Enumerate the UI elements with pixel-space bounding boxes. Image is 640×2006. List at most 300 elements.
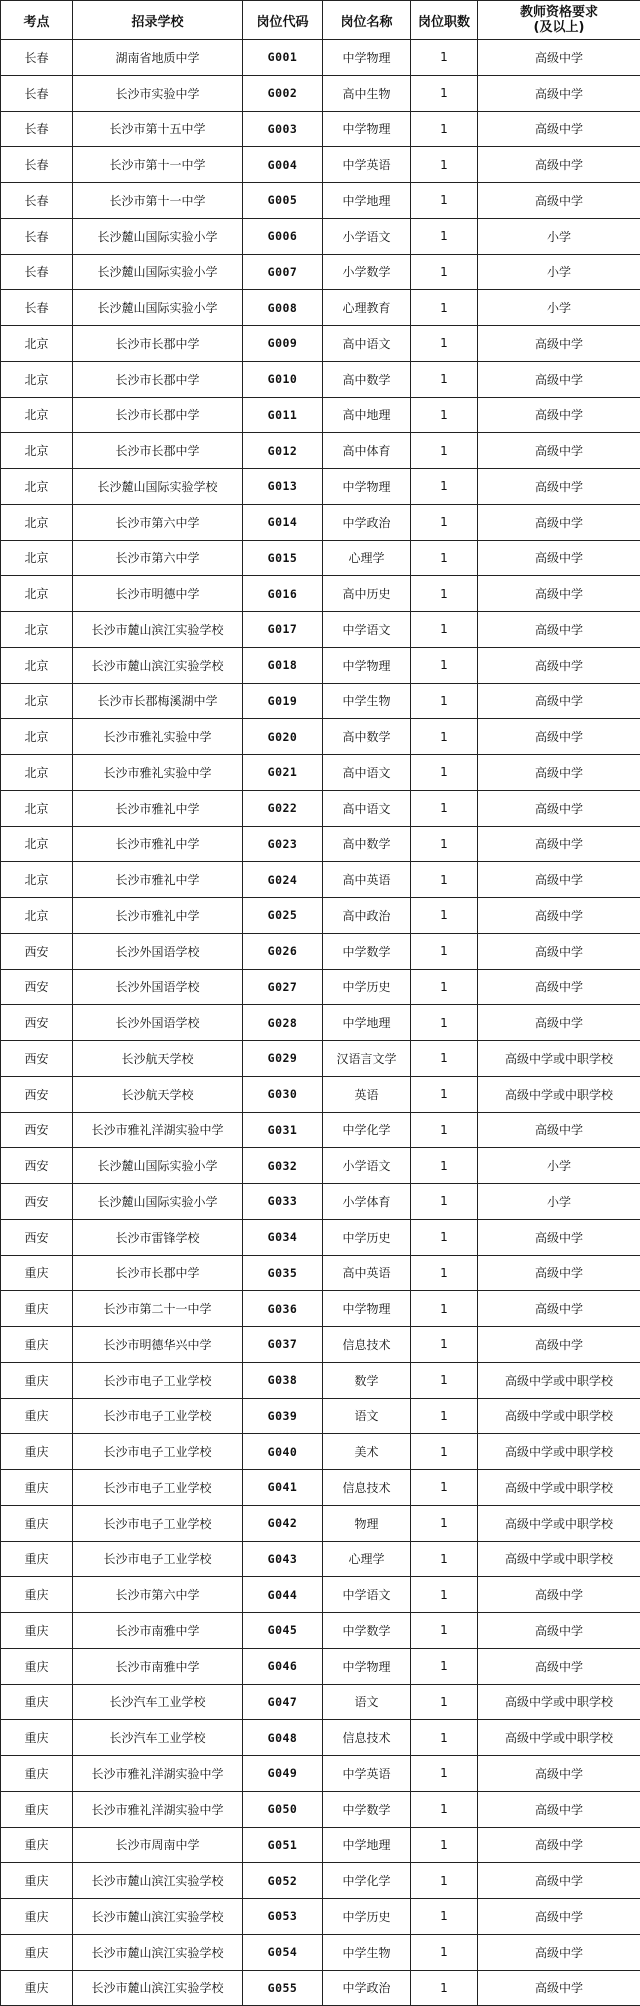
count-cell: 1 xyxy=(411,1613,478,1649)
count-cell: 1 xyxy=(411,1148,478,1184)
count-cell: 1 xyxy=(411,647,478,683)
qualification-cell: 高级中学或中职学校 xyxy=(478,1076,640,1112)
code-cell: G033 xyxy=(243,1184,323,1220)
school-cell: 长沙市雅礼洋湖实验中学 xyxy=(73,1756,243,1792)
qualification-cell: 高级中学 xyxy=(478,1827,640,1863)
qualification-cell: 高级中学 xyxy=(478,576,640,612)
table-row xyxy=(1,862,640,898)
count-cell: 1 xyxy=(411,254,478,290)
post-cell: 心理教育 xyxy=(323,290,411,326)
qualification-cell: 高级中学 xyxy=(478,790,640,826)
table-row xyxy=(1,1505,640,1541)
code-cell: G022 xyxy=(243,790,323,826)
table-row xyxy=(1,326,640,362)
table-row xyxy=(1,826,640,862)
table-header xyxy=(1,1,640,40)
qualification-cell: 高级中学或中职学校 xyxy=(478,1434,640,1470)
site-cell: 北京 xyxy=(1,826,73,862)
count-cell: 1 xyxy=(411,183,478,219)
code-cell: G019 xyxy=(243,683,323,719)
count-cell: 1 xyxy=(411,755,478,791)
header-school: 招录学校 xyxy=(73,1,243,40)
school-cell: 长沙市电子工业学校 xyxy=(73,1362,243,1398)
qualification-cell: 高级中学 xyxy=(478,1219,640,1255)
post-cell: 中学数学 xyxy=(323,933,411,969)
post-cell: 小学语文 xyxy=(323,218,411,254)
school-cell: 长沙汽车工业学校 xyxy=(73,1684,243,1720)
count-cell: 1 xyxy=(411,540,478,576)
code-cell: G021 xyxy=(243,755,323,791)
count-cell: 1 xyxy=(411,326,478,362)
school-cell: 长沙市麓山滨江实验学校 xyxy=(73,1970,243,2006)
post-cell: 信息技术 xyxy=(323,1720,411,1756)
site-cell: 重庆 xyxy=(1,1255,73,1291)
post-cell: 信息技术 xyxy=(323,1470,411,1506)
post-cell: 数学 xyxy=(323,1362,411,1398)
qualification-cell: 高级中学 xyxy=(478,612,640,648)
qualification-cell: 高级中学 xyxy=(478,1756,640,1792)
count-cell: 1 xyxy=(411,1219,478,1255)
school-cell: 长沙市长郡中学 xyxy=(73,397,243,433)
code-cell: G050 xyxy=(243,1791,323,1827)
code-cell: G053 xyxy=(243,1899,323,1935)
site-cell: 重庆 xyxy=(1,1934,73,1970)
post-cell: 中学历史 xyxy=(323,1219,411,1255)
site-cell: 北京 xyxy=(1,397,73,433)
site-cell: 北京 xyxy=(1,540,73,576)
post-cell: 语文 xyxy=(323,1398,411,1434)
site-cell: 重庆 xyxy=(1,1541,73,1577)
school-cell: 长沙市明德中学 xyxy=(73,576,243,612)
site-cell: 重庆 xyxy=(1,1398,73,1434)
table-row xyxy=(1,1934,640,1970)
code-cell: G023 xyxy=(243,826,323,862)
count-cell: 1 xyxy=(411,1505,478,1541)
qualification-cell: 高级中学 xyxy=(478,969,640,1005)
site-cell: 重庆 xyxy=(1,1327,73,1363)
site-cell: 西安 xyxy=(1,933,73,969)
school-cell: 长沙市长郡梅溪湖中学 xyxy=(73,683,243,719)
code-cell: G040 xyxy=(243,1434,323,1470)
site-cell: 重庆 xyxy=(1,1434,73,1470)
count-cell: 1 xyxy=(411,826,478,862)
table-row xyxy=(1,1720,640,1756)
post-cell: 中学地理 xyxy=(323,1827,411,1863)
count-cell: 1 xyxy=(411,469,478,505)
code-cell: G027 xyxy=(243,969,323,1005)
school-cell: 长沙市第十一中学 xyxy=(73,147,243,183)
school-cell: 长沙市电子工业学校 xyxy=(73,1434,243,1470)
code-cell: G048 xyxy=(243,1720,323,1756)
site-cell: 重庆 xyxy=(1,1720,73,1756)
school-cell: 长沙市麓山滨江实验学校 xyxy=(73,1899,243,1935)
post-cell: 中学英语 xyxy=(323,147,411,183)
school-cell: 长沙航天学校 xyxy=(73,1041,243,1077)
site-cell: 长春 xyxy=(1,290,73,326)
post-cell: 中学历史 xyxy=(323,969,411,1005)
qualification-cell: 高级中学 xyxy=(478,40,640,76)
table-row xyxy=(1,1577,640,1613)
post-cell: 中学化学 xyxy=(323,1112,411,1148)
count-cell: 1 xyxy=(411,933,478,969)
code-cell: G043 xyxy=(243,1541,323,1577)
post-cell: 中学物理 xyxy=(323,111,411,147)
post-cell: 中学物理 xyxy=(323,40,411,76)
code-cell: G018 xyxy=(243,647,323,683)
code-cell: G039 xyxy=(243,1398,323,1434)
count-cell: 1 xyxy=(411,1827,478,1863)
site-cell: 重庆 xyxy=(1,1648,73,1684)
count-cell: 1 xyxy=(411,1791,478,1827)
qualification-cell: 高级中学 xyxy=(478,183,640,219)
school-cell: 长沙市麓山滨江实验学校 xyxy=(73,1934,243,1970)
header-qualification-line2: (及以上) xyxy=(478,20,640,35)
post-cell: 中学政治 xyxy=(323,504,411,540)
header-code: 岗位代码 xyxy=(243,1,323,40)
code-cell: G008 xyxy=(243,290,323,326)
site-cell: 长春 xyxy=(1,254,73,290)
post-cell: 中学数学 xyxy=(323,1791,411,1827)
site-cell: 西安 xyxy=(1,1219,73,1255)
count-cell: 1 xyxy=(411,1720,478,1756)
table-body xyxy=(1,40,640,2006)
code-cell: G042 xyxy=(243,1505,323,1541)
post-cell: 中学政治 xyxy=(323,1970,411,2006)
table-row xyxy=(1,898,640,934)
site-cell: 北京 xyxy=(1,469,73,505)
school-cell: 长沙市电子工业学校 xyxy=(73,1541,243,1577)
table-row xyxy=(1,1005,640,1041)
code-cell: G015 xyxy=(243,540,323,576)
table-row xyxy=(1,1362,640,1398)
table-row xyxy=(1,1041,640,1077)
table-row xyxy=(1,1899,640,1935)
code-cell: G005 xyxy=(243,183,323,219)
code-cell: G026 xyxy=(243,933,323,969)
post-cell: 中学语文 xyxy=(323,1577,411,1613)
site-cell: 北京 xyxy=(1,361,73,397)
qualification-cell: 高级中学或中职学校 xyxy=(478,1720,640,1756)
post-cell: 物理 xyxy=(323,1505,411,1541)
table-row xyxy=(1,1255,640,1291)
code-cell: G046 xyxy=(243,1648,323,1684)
count-cell: 1 xyxy=(411,576,478,612)
site-cell: 西安 xyxy=(1,1041,73,1077)
site-cell: 北京 xyxy=(1,612,73,648)
site-cell: 重庆 xyxy=(1,1899,73,1935)
site-cell: 重庆 xyxy=(1,1362,73,1398)
qualification-cell: 高级中学 xyxy=(478,1613,640,1649)
code-cell: G025 xyxy=(243,898,323,934)
header-count: 岗位职数 xyxy=(411,1,478,40)
post-cell: 小学语文 xyxy=(323,1148,411,1184)
qualification-cell: 高级中学 xyxy=(478,147,640,183)
site-cell: 北京 xyxy=(1,790,73,826)
table-row xyxy=(1,361,640,397)
site-cell: 长春 xyxy=(1,111,73,147)
post-cell: 中学英语 xyxy=(323,1756,411,1792)
count-cell: 1 xyxy=(411,1005,478,1041)
school-cell: 长沙外国语学校 xyxy=(73,933,243,969)
code-cell: G017 xyxy=(243,612,323,648)
table-row xyxy=(1,1970,640,2006)
school-cell: 长沙麓山国际实验小学 xyxy=(73,290,243,326)
qualification-cell: 高级中学 xyxy=(478,1791,640,1827)
site-cell: 北京 xyxy=(1,862,73,898)
count-cell: 1 xyxy=(411,147,478,183)
code-cell: G012 xyxy=(243,433,323,469)
code-cell: G029 xyxy=(243,1041,323,1077)
count-cell: 1 xyxy=(411,1184,478,1220)
count-cell: 1 xyxy=(411,218,478,254)
code-cell: G016 xyxy=(243,576,323,612)
school-cell: 长沙市第十五中学 xyxy=(73,111,243,147)
table-row xyxy=(1,1398,640,1434)
table-row xyxy=(1,1613,640,1649)
post-cell: 信息技术 xyxy=(323,1327,411,1363)
qualification-cell: 高级中学 xyxy=(478,397,640,433)
school-cell: 长沙市雅礼洋湖实验中学 xyxy=(73,1112,243,1148)
code-cell: G055 xyxy=(243,1970,323,2006)
site-cell: 长春 xyxy=(1,147,73,183)
school-cell: 长沙市麓山滨江实验学校 xyxy=(73,1863,243,1899)
table-row xyxy=(1,75,640,111)
code-cell: G030 xyxy=(243,1076,323,1112)
header-site: 考点 xyxy=(1,1,73,40)
qualification-cell: 高级中学或中职学校 xyxy=(478,1505,640,1541)
post-cell: 中学物理 xyxy=(323,469,411,505)
qualification-cell: 高级中学 xyxy=(478,361,640,397)
header-qualification-line1: 教师资格要求 xyxy=(478,5,640,20)
code-cell: G051 xyxy=(243,1827,323,1863)
site-cell: 重庆 xyxy=(1,1613,73,1649)
table-row xyxy=(1,1076,640,1112)
code-cell: G013 xyxy=(243,469,323,505)
qualification-cell: 高级中学 xyxy=(478,683,640,719)
code-cell: G003 xyxy=(243,111,323,147)
post-cell: 小学体育 xyxy=(323,1184,411,1220)
count-cell: 1 xyxy=(411,719,478,755)
site-cell: 重庆 xyxy=(1,1470,73,1506)
table-row xyxy=(1,290,640,326)
post-cell: 高中政治 xyxy=(323,898,411,934)
school-cell: 长沙市雷锋学校 xyxy=(73,1219,243,1255)
qualification-cell: 高级中学 xyxy=(478,1970,640,2006)
school-cell: 长沙市雅礼中学 xyxy=(73,826,243,862)
code-cell: G041 xyxy=(243,1470,323,1506)
table-row xyxy=(1,1219,640,1255)
table-row xyxy=(1,469,640,505)
school-cell: 长沙市长郡中学 xyxy=(73,361,243,397)
code-cell: G011 xyxy=(243,397,323,433)
school-cell: 长沙外国语学校 xyxy=(73,1005,243,1041)
qualification-cell: 高级中学 xyxy=(478,1648,640,1684)
code-cell: G054 xyxy=(243,1934,323,1970)
table-row xyxy=(1,1470,640,1506)
qualification-cell: 小学 xyxy=(478,290,640,326)
code-cell: G032 xyxy=(243,1148,323,1184)
code-cell: G031 xyxy=(243,1112,323,1148)
table-row xyxy=(1,1684,640,1720)
table-row xyxy=(1,40,640,76)
table-row xyxy=(1,1648,640,1684)
school-cell: 长沙市雅礼实验中学 xyxy=(73,755,243,791)
qualification-cell: 高级中学 xyxy=(478,504,640,540)
count-cell: 1 xyxy=(411,1434,478,1470)
count-cell: 1 xyxy=(411,1255,478,1291)
table-row xyxy=(1,1827,640,1863)
qualification-cell: 高级中学 xyxy=(478,826,640,862)
site-cell: 西安 xyxy=(1,1112,73,1148)
post-cell: 高中英语 xyxy=(323,1255,411,1291)
code-cell: G045 xyxy=(243,1613,323,1649)
post-cell: 中学物理 xyxy=(323,647,411,683)
count-cell: 1 xyxy=(411,111,478,147)
school-cell: 长沙市雅礼洋湖实验中学 xyxy=(73,1791,243,1827)
post-cell: 小学数学 xyxy=(323,254,411,290)
school-cell: 长沙市电子工业学校 xyxy=(73,1470,243,1506)
site-cell: 北京 xyxy=(1,433,73,469)
count-cell: 1 xyxy=(411,1899,478,1935)
site-cell: 重庆 xyxy=(1,1505,73,1541)
post-cell: 高中生物 xyxy=(323,75,411,111)
table-row xyxy=(1,933,640,969)
table-row xyxy=(1,183,640,219)
code-cell: G036 xyxy=(243,1291,323,1327)
code-cell: G010 xyxy=(243,361,323,397)
school-cell: 长沙麓山国际实验学校 xyxy=(73,469,243,505)
code-cell: G006 xyxy=(243,218,323,254)
count-cell: 1 xyxy=(411,40,478,76)
count-cell: 1 xyxy=(411,504,478,540)
post-cell: 中学语文 xyxy=(323,612,411,648)
count-cell: 1 xyxy=(411,1934,478,1970)
school-cell: 长沙市周南中学 xyxy=(73,1827,243,1863)
code-cell: G028 xyxy=(243,1005,323,1041)
qualification-cell: 小学 xyxy=(478,1184,640,1220)
post-cell: 英语 xyxy=(323,1076,411,1112)
table-row xyxy=(1,719,640,755)
site-cell: 重庆 xyxy=(1,1791,73,1827)
school-cell: 长沙外国语学校 xyxy=(73,969,243,1005)
table-row xyxy=(1,576,640,612)
count-cell: 1 xyxy=(411,898,478,934)
qualification-cell: 高级中学或中职学校 xyxy=(478,1041,640,1077)
site-cell: 长春 xyxy=(1,75,73,111)
qualification-cell: 高级中学 xyxy=(478,1899,640,1935)
table-row xyxy=(1,397,640,433)
post-cell: 中学物理 xyxy=(323,1291,411,1327)
table-row xyxy=(1,1184,640,1220)
school-cell: 长沙市雅礼中学 xyxy=(73,862,243,898)
table-row xyxy=(1,1291,640,1327)
code-cell: G014 xyxy=(243,504,323,540)
site-cell: 重庆 xyxy=(1,1577,73,1613)
table-row xyxy=(1,1434,640,1470)
qualification-cell: 高级中学 xyxy=(478,898,640,934)
table-row xyxy=(1,1541,640,1577)
qualification-cell: 高级中学或中职学校 xyxy=(478,1398,640,1434)
site-cell: 北京 xyxy=(1,326,73,362)
qualification-cell: 高级中学 xyxy=(478,540,640,576)
site-cell: 重庆 xyxy=(1,1970,73,2006)
school-cell: 长沙市电子工业学校 xyxy=(73,1398,243,1434)
header-qualification xyxy=(478,1,640,40)
site-cell: 重庆 xyxy=(1,1756,73,1792)
school-cell: 长沙麓山国际实验小学 xyxy=(73,254,243,290)
table-row xyxy=(1,1791,640,1827)
qualification-cell: 高级中学 xyxy=(478,1255,640,1291)
code-cell: G047 xyxy=(243,1684,323,1720)
post-cell: 中学地理 xyxy=(323,1005,411,1041)
qualification-cell: 高级中学 xyxy=(478,469,640,505)
code-cell: G034 xyxy=(243,1219,323,1255)
qualification-cell: 小学 xyxy=(478,218,640,254)
qualification-cell: 高级中学 xyxy=(478,1112,640,1148)
count-cell: 1 xyxy=(411,1684,478,1720)
count-cell: 1 xyxy=(411,290,478,326)
school-cell: 长沙市南雅中学 xyxy=(73,1648,243,1684)
school-cell: 长沙市长郡中学 xyxy=(73,433,243,469)
qualification-cell: 高级中学 xyxy=(478,1005,640,1041)
table-row xyxy=(1,504,640,540)
qualification-cell: 高级中学 xyxy=(478,862,640,898)
count-cell: 1 xyxy=(411,397,478,433)
post-cell: 中学数学 xyxy=(323,1613,411,1649)
post-cell: 心理学 xyxy=(323,1541,411,1577)
post-cell: 语文 xyxy=(323,1684,411,1720)
qualification-cell: 高级中学 xyxy=(478,933,640,969)
school-cell: 长沙市实验中学 xyxy=(73,75,243,111)
site-cell: 重庆 xyxy=(1,1684,73,1720)
post-cell: 中学生物 xyxy=(323,1934,411,1970)
school-cell: 长沙市第六中学 xyxy=(73,504,243,540)
site-cell: 北京 xyxy=(1,647,73,683)
table-row xyxy=(1,1148,640,1184)
site-cell: 重庆 xyxy=(1,1827,73,1863)
qualification-cell: 高级中学 xyxy=(478,647,640,683)
code-cell: G020 xyxy=(243,719,323,755)
code-cell: G007 xyxy=(243,254,323,290)
school-cell: 长沙市第二十一中学 xyxy=(73,1291,243,1327)
count-cell: 1 xyxy=(411,1112,478,1148)
count-cell: 1 xyxy=(411,862,478,898)
site-cell: 西安 xyxy=(1,969,73,1005)
qualification-cell: 高级中学 xyxy=(478,111,640,147)
count-cell: 1 xyxy=(411,1327,478,1363)
count-cell: 1 xyxy=(411,1291,478,1327)
table-row xyxy=(1,147,640,183)
qualification-cell: 高级中学 xyxy=(478,75,640,111)
site-cell: 北京 xyxy=(1,576,73,612)
post-cell: 高中语文 xyxy=(323,326,411,362)
count-cell: 1 xyxy=(411,1756,478,1792)
post-cell: 中学生物 xyxy=(323,683,411,719)
count-cell: 1 xyxy=(411,1470,478,1506)
school-cell: 长沙麓山国际实验小学 xyxy=(73,218,243,254)
qualification-cell: 高级中学或中职学校 xyxy=(478,1470,640,1506)
table-row xyxy=(1,1863,640,1899)
school-cell: 长沙市麓山滨江实验学校 xyxy=(73,647,243,683)
school-cell: 长沙市长郡中学 xyxy=(73,1255,243,1291)
table-row xyxy=(1,111,640,147)
site-cell: 长春 xyxy=(1,40,73,76)
school-cell: 长沙市第六中学 xyxy=(73,540,243,576)
table-row xyxy=(1,683,640,719)
table-row xyxy=(1,218,640,254)
qualification-cell: 高级中学或中职学校 xyxy=(478,1541,640,1577)
post-cell: 高中历史 xyxy=(323,576,411,612)
